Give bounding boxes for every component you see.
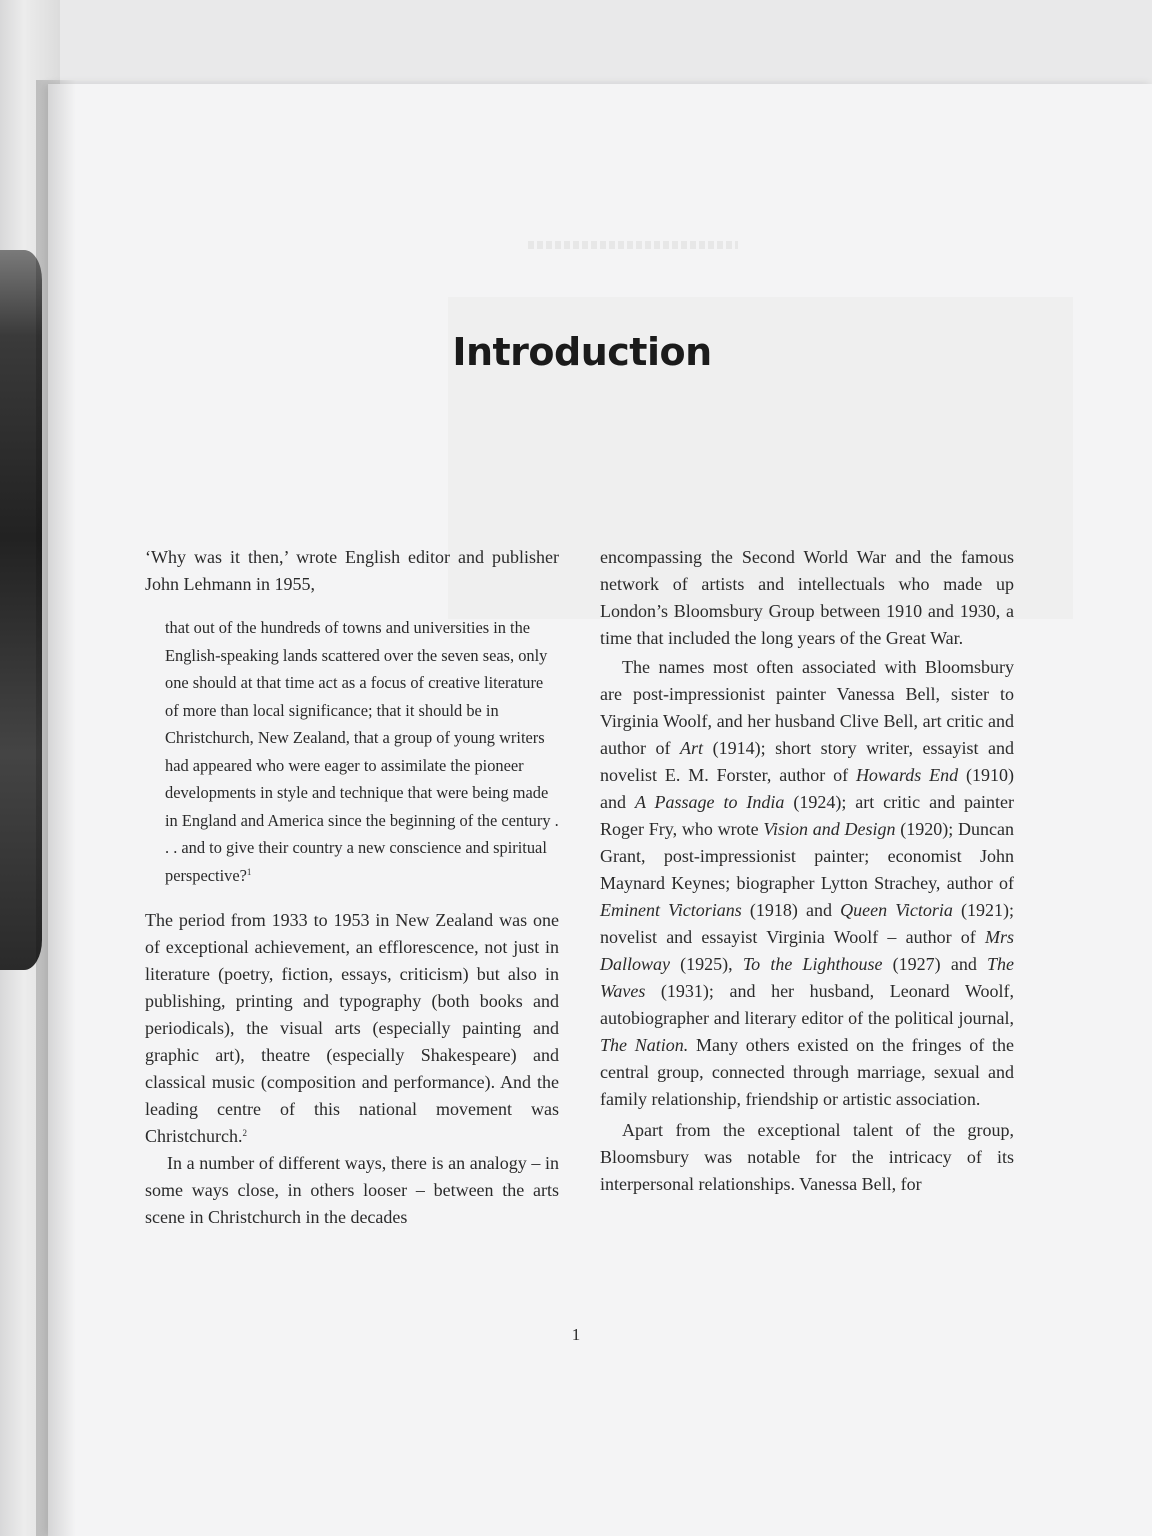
book-title: The Waves	[600, 954, 1014, 1001]
chapter-title: Introduction	[452, 330, 712, 374]
book-title: Art	[680, 738, 704, 758]
page-number: 1	[571, 1325, 581, 1344]
book-title: A Passage to India	[634, 792, 785, 812]
gutter-shadow	[36, 80, 76, 1536]
paragraph: ‘Why was it then,’ wrote English editor and publisher John Lehmann in 1955,	[145, 547, 559, 594]
block-quote: that out of the hundreds of towns and universities in the English-speaking lands scattered over the seven seas, only one should at that time act as a focus of creative literature of more than local significance; that it should be in Christchurch, New Zealand, that a group of young writers had appeared who were eager to assimilate the pioneer developments in style and technique that were being made in England and America since the beginning of the century . . . and to give their country a new conscience and spiritual perspective?$^1$	[165, 618, 559, 885]
book-title: To the Lighthouse	[742, 954, 883, 974]
show-through-running-head	[528, 241, 738, 249]
book-title: Eminent Victorians	[600, 900, 742, 920]
right-text-column	[600, 544, 1014, 1198]
paragraph: encompassing the Second World War and the famous network of artists and intellectuals who made up London’s Bloomsbury Group between 1910 and 1930, a time that included the long years of the Great War.	[600, 547, 1014, 648]
paragraph: The names most often associated with Bloomsbury are post-impressionist painter Vanessa Bell, sister to Virginia Woolf, and her husband Clive Bell, art critic and author of Art (1914); short story writer, essayist and novelist E. M. Forster, author of Howards End (1910) and A Passage to India (1924); art critic and painter Roger Fry, who wrote Vision and Design (1920); Duncan Grant, post-impressionist painter; economist John Maynard Keynes; biographer Lytton Strachey, author of Eminent Victorians (1918) and Queen Victoria (1921); novelist and essayist Virginia Woolf – author of Mrs Dalloway (1925), To the Lighthouse (1927) and The Waves (1931); and her husband, Leonard Woolf, autobiographer and literary editor of the political journal, The Nation. Many others existed on the fringes of the central group, connected through marriage, sexual and family relationship, friendship or artistic association.	[600, 657, 1015, 1109]
footnote-marker: 1	[246, 866, 252, 877]
book-title: Howards End	[855, 765, 959, 785]
left-text-column	[145, 544, 559, 1231]
book-title: Queen Victoria	[840, 900, 953, 920]
paragraph: The period from 1933 to 1953 in New Zealand was one of exceptional achievement, an efflorescence, not just in literature (poetry, fiction, essays, criticism) but also in publishing, printing and typography (both books and periodicals), the visual arts (especially painting and graphic art), theatre (especially Shakespeare) and classical music (composition and performance). And the leading centre of this national movement was Christchurch.$^2$	[145, 910, 559, 1146]
footnote-marker: 2	[242, 1128, 247, 1138]
journal-title: The Nation.	[600, 1035, 689, 1055]
paragraph: In a number of different ways, there is an analogy – in some ways close, in others looser – between the arts scene in Christchurch in the decades	[145, 1153, 559, 1227]
book-title: Vision and Design	[763, 819, 896, 839]
book-title: Mrs Dalloway	[600, 927, 1014, 974]
paragraph: Apart from the exceptional talent of the group, Bloomsbury was notable for the intricacy of its interpersonal relationships. Vanessa Bell, for	[600, 1120, 1014, 1194]
